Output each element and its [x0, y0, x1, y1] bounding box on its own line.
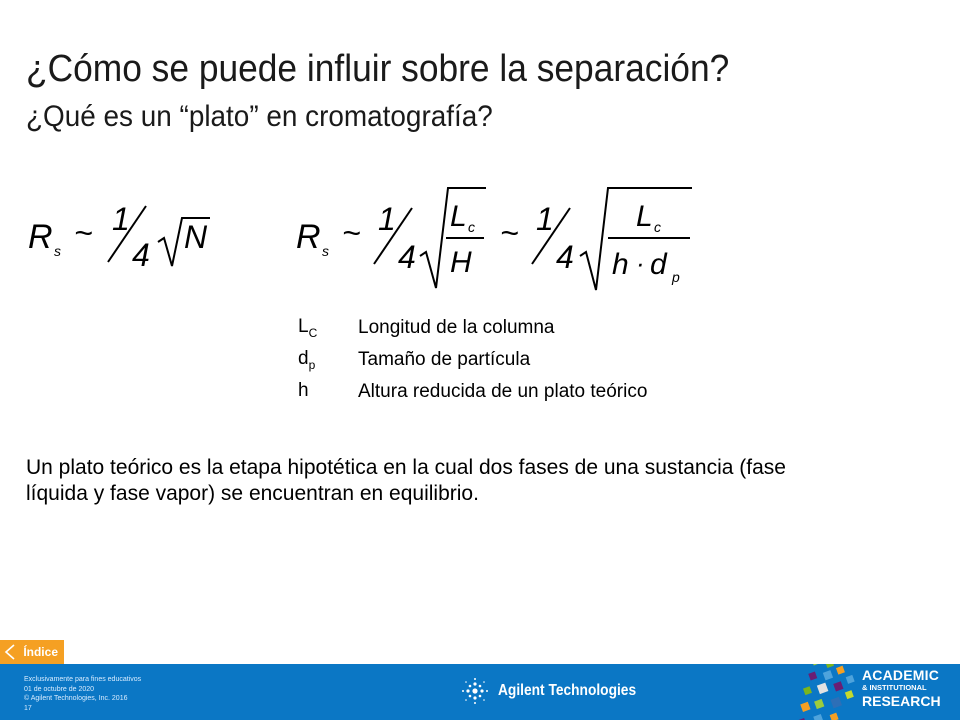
formula-l: L [636, 200, 653, 233]
definition-row [298, 344, 647, 376]
definition-row [298, 376, 647, 408]
formula-tilde: ~ [342, 215, 361, 251]
formula-den: 4 [132, 237, 150, 273]
formula-l: L [450, 200, 467, 233]
formula-resolution-simple [22, 196, 242, 285]
formula-num: 1 [536, 201, 554, 237]
formula-r: R [28, 218, 53, 256]
formula-h: H [450, 246, 472, 279]
definition-symbol: $L_C$ [298, 316, 318, 340]
formula-resolution-expanded [290, 182, 710, 303]
academic-label: ACADEMIC [862, 667, 940, 683]
formula-dot: · [636, 248, 645, 278]
academic-institutional-research-logo [862, 667, 941, 709]
indice-label: Índice [23, 645, 58, 659]
definition-symbol: h [298, 380, 309, 402]
definition-row [298, 312, 647, 344]
footer-date: 01 de octubre de 2020 [24, 685, 95, 693]
footer-disclaimer: Exclusivamente para fines educativos [24, 676, 142, 683]
formula-r-sub: s [322, 243, 329, 259]
footer-copyright: © Agilent Technologies, Inc. 2016 [24, 695, 128, 702]
formula-d-sub: p [672, 269, 680, 285]
indice-button[interactable] [0, 640, 64, 664]
chevron-left-icon [4, 644, 16, 660]
agilent-brand-name: Agilent Technologies [498, 682, 637, 699]
footer-info [24, 675, 141, 713]
definition-text: Longitud de la columna [358, 317, 555, 338]
formula-tilde: ~ [74, 215, 93, 251]
footer-bar [0, 664, 960, 720]
definition-symbol: $d_p$ [298, 348, 316, 372]
formula-tilde: ~ [500, 215, 519, 251]
definition-text: Altura reducida de un plato teórico [358, 381, 648, 402]
formula-h: h [612, 248, 629, 281]
formula-num: 1 [112, 201, 130, 237]
formula-d: d [650, 248, 667, 281]
formula-r: R [296, 218, 321, 256]
formula-l-sub: c [468, 219, 475, 235]
agilent-spark-icon [460, 676, 490, 706]
agilent-logo [460, 676, 659, 706]
formula-l-sub: c [654, 219, 661, 235]
formula-n: N [184, 219, 208, 255]
research-label: RESEARCH [862, 693, 941, 709]
footer-page-number: 17 [24, 704, 32, 712]
institutional-label: & INSTITUTIONAL [862, 683, 927, 692]
formula-den: 4 [398, 239, 416, 275]
definitions-list [298, 312, 647, 408]
slide-title: ¿Cómo se puede influir sobre la separación? [26, 48, 730, 90]
formula-r-sub: s [54, 243, 61, 259]
decorative-squares-icon [775, 664, 860, 720]
slide-subtitle: ¿Qué es un “plato” en cromatografía? [26, 100, 493, 133]
formula-num: 1 [378, 201, 396, 237]
formula-den: 4 [556, 239, 574, 275]
definition-text: Tamaño de partícula [358, 349, 531, 370]
theoretical-plate-definition: Un plato teórico es la etapa hipotética en la cual dos fases de una sustancia (fase líquida y fase vapor) se encuentran en equilibrio. [26, 456, 786, 505]
